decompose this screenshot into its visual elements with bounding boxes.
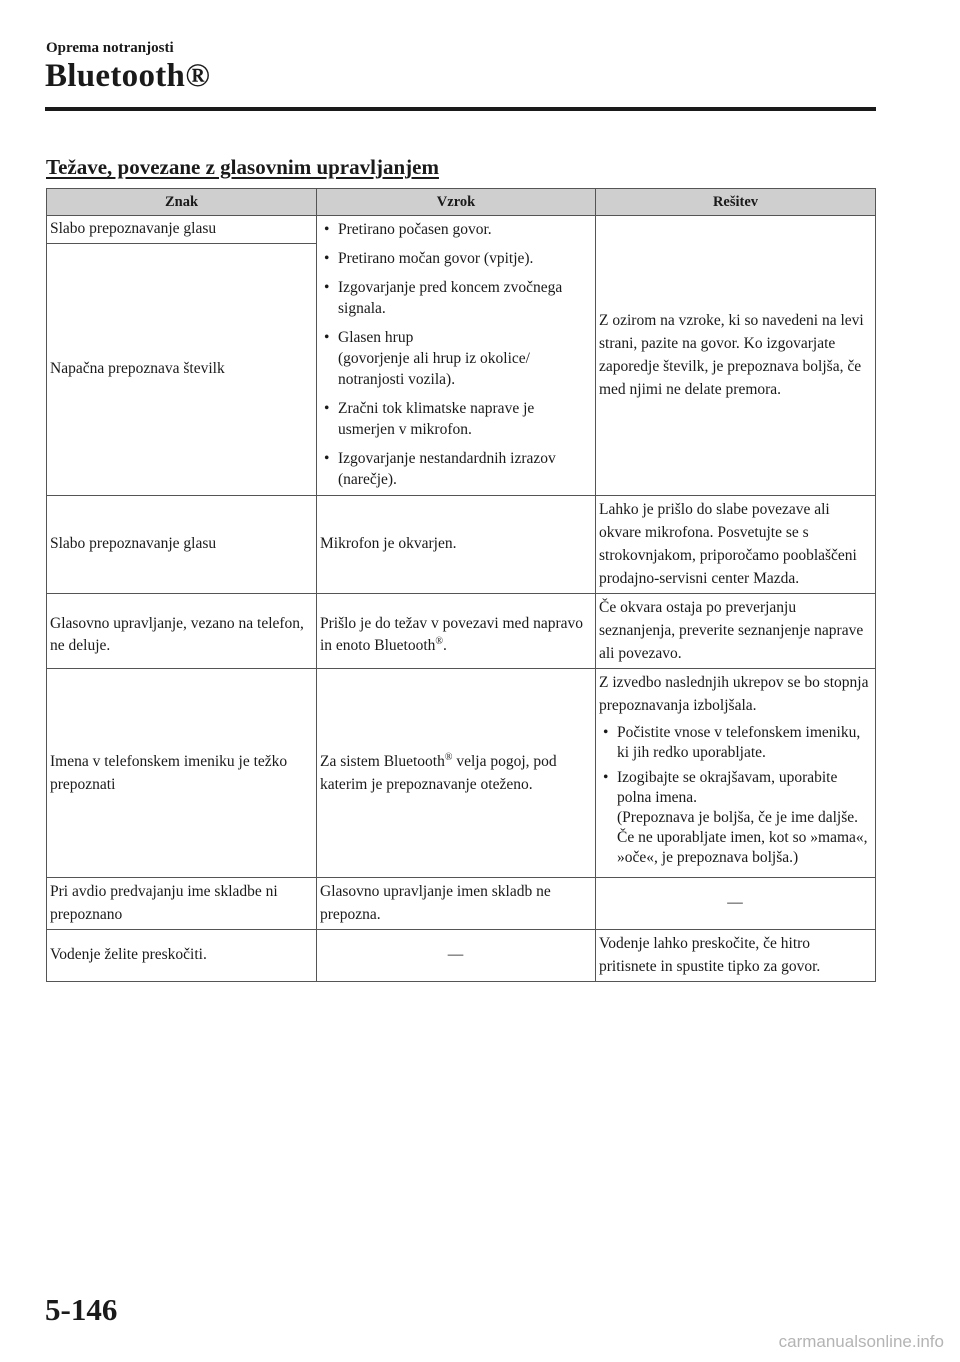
solution-cell: Z ozirom na vzroke, ki so navedeni na levi strani, pazite na govor. Ko izgovarjate zaporedje številk, je prepoznava boljša, če med njimi ne delate premora. <box>596 216 876 496</box>
cause-text-end: velja pogoj, pod katerim je prepoznavanje oteženo. <box>320 752 557 793</box>
cause-list <box>320 219 591 490</box>
column-header-symptom: Znak <box>47 189 317 216</box>
list-item-text: Izogibajte se okrajšavam, uporabite polna imena. <box>617 769 838 806</box>
symptom-cell: Pri avdio predvajanju ime skladbe ni prepoznano <box>47 878 317 930</box>
solution-cell: Če okvara ostaja po preverjanju seznanjenja, preverite seznanjenje naprave ali povezavo. <box>596 594 876 669</box>
solution-intro: Z izvedbo naslednjih ukrepov se bo stopnja prepoznavanja izboljšala. <box>599 674 869 714</box>
solution-list <box>599 723 871 868</box>
symptom-cell: Vodenje želite preskočiti. <box>47 930 317 982</box>
solution-cell: ― <box>596 878 876 930</box>
list-item: • Izgovarjanje pred koncem zvočnega signala. <box>320 277 591 319</box>
solution-cell: Lahko je prišlo do slabe povezave ali okvare mikrofona. Posvetujte se s strokovnjakom, priporočamo pooblaščeni prodajno-servisni center Mazda. <box>596 496 876 594</box>
column-header-solution: Rešitev <box>596 189 876 216</box>
cause-text: Za sistem Bluetooth <box>320 752 445 770</box>
list-item-text: Glasen hrup <box>338 329 414 346</box>
cause-text: Prišlo je do težav v povezavi med napravo in enoto Bluetooth <box>320 614 583 654</box>
registered-mark: ® <box>435 635 443 647</box>
troubleshooting-table <box>46 188 876 982</box>
list-item <box>320 327 591 390</box>
header-divider <box>45 107 876 111</box>
list-item: • Izgovarjanje nestandardnih izrazov (narečje). <box>320 448 591 490</box>
page-number: 5-146 <box>45 1292 118 1327</box>
table-title: Težave, povezane z glasovnim upravljanjem <box>46 155 439 179</box>
symptom-cell: Glasovno upravljanje, vezano na telefon, ne deluje. <box>47 594 317 669</box>
list-item: • Pretirano močan govor (vpitje). <box>320 248 591 269</box>
cause-cell <box>317 669 596 878</box>
cause-cell <box>317 594 596 669</box>
symptom-cell: Imena v telefonskem imeniku je težko prepoznati <box>47 669 317 878</box>
symptom-cell: Slabo prepoznavanje glasu <box>47 216 317 244</box>
list-item-text: (Prepoznava je boljša, če je ime daljše. Če ne uporabljate imen, kot so »mama«, »oče«, je prepoznava boljša.) <box>617 809 868 866</box>
cause-cell: ― <box>317 930 596 982</box>
list-item: • Zračni tok klimatske naprave je usmerjen v mikrofon. <box>320 398 591 440</box>
cause-cell <box>317 216 596 496</box>
table-row <box>47 878 876 930</box>
watermark: carmanualsonline.info <box>778 1332 944 1351</box>
table-row <box>47 496 876 594</box>
registered-mark: ® <box>444 751 453 763</box>
list-item: • Pretirano počasen govor. <box>320 219 591 240</box>
cause-cell: Glasovno upravljanje imen skladb ne prepozna. <box>317 878 596 930</box>
solution-cell: Vodenje lahko preskočite, če hitro pritisnete in spustite tipko za govor. <box>596 930 876 982</box>
cause-text-end: . <box>443 636 447 654</box>
table-row <box>47 594 876 669</box>
list-item-text: (govorjenje ali hrup iz okolice/ notranjosti vozila). <box>338 350 530 388</box>
column-header-cause: Vzrok <box>317 189 596 216</box>
table-row <box>47 930 876 982</box>
table-row <box>47 669 876 878</box>
symptom-cell: Napačna prepoznava številk <box>47 244 317 496</box>
table-header-row <box>47 189 876 216</box>
symptom-cell: Slabo prepoznavanje glasu <box>47 496 317 594</box>
list-item: • Počistite vnose v telefonskem imeniku, ki jih redko uporabljate. <box>599 723 871 763</box>
chapter-title: Bluetooth® <box>45 58 211 94</box>
cause-cell: Mikrofon je okvarjen. <box>317 496 596 594</box>
solution-cell <box>596 669 876 878</box>
list-item <box>599 768 871 868</box>
section-label: Oprema notranjosti <box>46 40 174 56</box>
table-row <box>47 216 876 244</box>
